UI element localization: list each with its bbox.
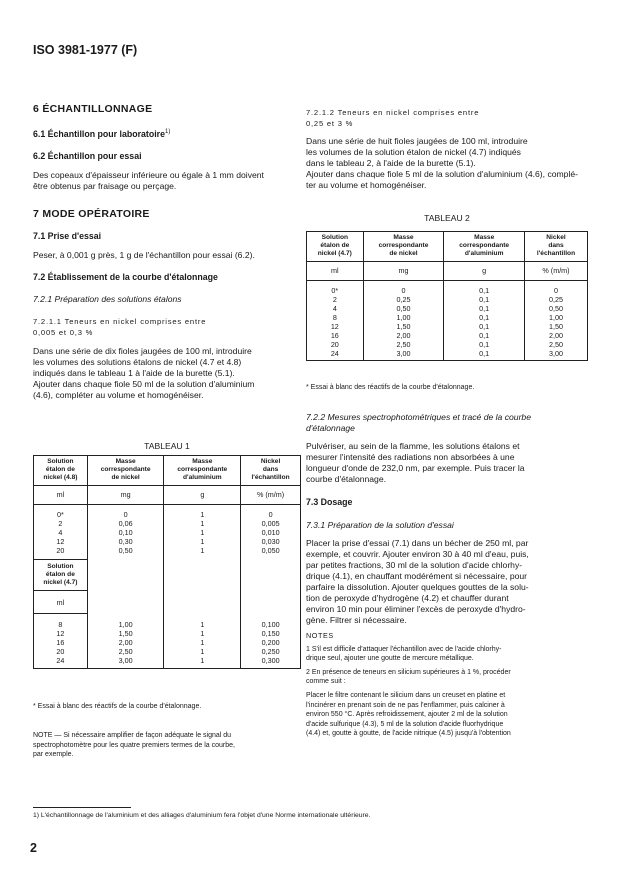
- section-7-3-1-line: exemple, et couvrir. Ajouter environ 30 à 40 ml d'eau, puis,: [306, 549, 529, 559]
- table-cell: 1: [164, 638, 241, 647]
- table-cell: 2: [34, 519, 88, 528]
- table-cell: 0,1: [444, 349, 525, 361]
- section-7-3-1-line: environ 10 min pour éliminer l'excès de peroxyde d'hydro-: [306, 604, 526, 614]
- table-row: [307, 331, 588, 340]
- note-3-line: l'incinérer en prenant soin de ne pas l'enflammer, puis calciner à: [306, 701, 505, 709]
- empty-cell: [87, 559, 164, 591]
- section-7-2-2-line: Pulvériser, au sein de la flamme, les solutions étalons et: [306, 441, 520, 451]
- header-line: Solution: [321, 234, 348, 241]
- table-cell: 1,00: [549, 312, 563, 322]
- table-cell: 2,50: [363, 340, 444, 349]
- notes-title: NOTES: [306, 631, 334, 640]
- table-cell: 0*: [34, 504, 88, 519]
- section-7-2-1-2-line: dans le tableau 2, à l'aide de la burette (5.1).: [306, 158, 476, 168]
- table-cell: 0,10: [87, 528, 164, 537]
- table-cell: 2,00: [87, 638, 164, 647]
- table-cell: 0: [363, 280, 444, 295]
- table-row: [307, 295, 588, 304]
- header-line: Nickel: [260, 458, 281, 465]
- header-line: étalon de: [45, 570, 75, 578]
- table-cell: 0,250: [261, 647, 280, 657]
- empty-cell: [164, 591, 241, 614]
- table-cell: 20: [34, 647, 88, 656]
- column-header: [307, 232, 364, 262]
- document-header: ISO 3981-1977 (F): [33, 43, 138, 57]
- unit-cell: ml: [307, 261, 364, 280]
- section-7-2-2-line: mesurer l'intensité des radiations non absorbées à une: [306, 452, 515, 462]
- section-7-2-1-1-line: Dans une série de dix fioles jaugées de 100 ml, introduire: [33, 345, 252, 356]
- header-line: de nickel: [111, 474, 140, 482]
- table-cell: 1,00: [363, 313, 444, 322]
- table-cell: 1: [164, 528, 241, 537]
- header-line: l'échantillon: [251, 474, 290, 482]
- unit-cell: % (m/m): [241, 485, 301, 504]
- table-1-caption: TABLEAU 1: [144, 441, 190, 451]
- section-6-1-title: 6.1 Échantillon pour laboratoire$^{1)}$: [33, 128, 171, 139]
- sub-unit-row: [34, 591, 301, 614]
- table-cell: 0,1: [444, 313, 525, 322]
- section-7-3-1-line: par petites fractions, 30 ml de la solution d'acide chlorhy-: [306, 560, 523, 570]
- section-7-2-1-1-title: 7.2.1.1 Teneurs en nickel comprises entre: [33, 316, 207, 326]
- section-7-2-1-2-line: les volumes de la solution étalon de nickel (4.7) indiqués: [306, 147, 521, 157]
- table-row: [307, 280, 588, 295]
- table-cell: 0,100: [261, 619, 280, 629]
- table-cell: 0,200: [261, 638, 280, 648]
- table-cell: 3,00: [87, 656, 164, 669]
- column-header: [525, 232, 588, 262]
- table-cell: 1,00: [87, 614, 164, 630]
- table-cell: 1: [164, 647, 241, 656]
- note-3-line: (4.4) et, goutte à goutte, de l'acide nitrique (4.5) jusqu'à l'obtention: [306, 730, 511, 738]
- header-line: Masse: [474, 234, 495, 241]
- table-row: [307, 322, 588, 331]
- table-cell: 1,50: [549, 321, 563, 331]
- table-row: [34, 546, 301, 560]
- unit-cell: % (m/m): [525, 261, 588, 280]
- section-7-2-1-1-title-cont: 0,005 et 0,3 %: [33, 327, 94, 337]
- table-cell: 0,30: [87, 537, 164, 546]
- table-cell: 2,00: [363, 331, 444, 340]
- header-line: dans: [262, 466, 279, 474]
- table-cell: 1: [164, 546, 241, 560]
- section-7-2-1-1-line: Ajouter dans chaque fiole 50 ml de la solution d'aluminium: [33, 378, 255, 389]
- section-7-title: 7 MODE OPÉRATOIRE: [33, 207, 150, 220]
- header-line: l'échantillon: [536, 250, 576, 258]
- header-line: Masse: [192, 458, 213, 465]
- empty-cell: [241, 559, 301, 591]
- sub-header-cell: [34, 559, 88, 591]
- table-cell: 4: [34, 528, 88, 537]
- unit-row: [307, 261, 588, 280]
- section-7-3-1-line: tion de peroxyde d'hydrogène (4.2) et chauffer durant: [306, 593, 509, 603]
- section-7-2-1-2-title: 7.2.1.2 Teneurs en nickel comprises entre: [306, 108, 480, 117]
- unit-cell: g: [444, 261, 525, 280]
- table-cell: 16: [34, 638, 88, 647]
- section-7-2-1-1-line: indiqués dans le tableau 1 à l'aide de la burette (5.1).: [33, 367, 235, 378]
- note-block: [33, 731, 301, 760]
- table-cell: 1,50: [87, 629, 164, 638]
- table-cell: 2,50: [549, 339, 563, 349]
- section-7-2-1-title: 7.2.1 Préparation des solutions étalons: [33, 293, 182, 304]
- empty-cell: [87, 591, 164, 614]
- table-row: [34, 638, 301, 647]
- section-6-2-title: 6.2 Échantillon pour essai: [33, 150, 142, 161]
- table-cell: 1: [164, 519, 241, 528]
- header-line: étalon de: [320, 242, 350, 250]
- section-7-2-1-2-line: ter au volume et homogénéiser.: [306, 180, 427, 190]
- header-line: correspondante: [378, 242, 429, 250]
- section-7-2-1-2-line: Dans une série de huit fioles jaugées de 100 ml, introduire: [306, 136, 528, 146]
- table-cell: 1: [164, 614, 241, 630]
- table-row: [34, 614, 301, 630]
- table-cell: 0*: [307, 280, 364, 295]
- section-7-2-title: 7.2 Établissement de la courbe d'étalonnage: [33, 271, 218, 282]
- header-line: nickel (4.8): [43, 474, 78, 482]
- section-6-title: 6 ÉCHANTILLONNAGE: [33, 103, 153, 115]
- header-line: Solution: [47, 562, 74, 570]
- column-header: [164, 456, 241, 486]
- table-cell: 0,1: [444, 331, 525, 340]
- table-2-caption: TABLEAU 2: [424, 213, 470, 223]
- note-1-line: drique seul, ajouter une goutte de mercure métallique.: [306, 655, 474, 663]
- table-cell: 1: [164, 656, 241, 669]
- header-line: d'aluminium: [464, 250, 504, 258]
- table-cell: 0,050: [261, 545, 280, 555]
- note-2-line: comme suit :: [306, 678, 346, 686]
- header-line: dans: [548, 242, 564, 250]
- table-cell: 0,50: [549, 303, 563, 313]
- table-cell: 0,030: [261, 536, 280, 546]
- sub-unit-cell: ml: [34, 591, 88, 614]
- unit-cell: g: [164, 485, 241, 504]
- table-cell: 24: [34, 656, 88, 669]
- table-cell: 2,50: [87, 647, 164, 656]
- section-7-1-title: 7.1 Prise d'essai: [33, 230, 102, 241]
- header-line: nickel (4.7): [317, 250, 352, 258]
- table-cell: 8: [34, 614, 88, 630]
- empty-cell: [164, 559, 241, 591]
- table-cell: 2: [307, 295, 364, 304]
- right-column-bottom: [306, 412, 588, 739]
- table-row: [34, 656, 301, 669]
- table-cell: 0,300: [261, 656, 280, 666]
- table-cell: 12: [34, 629, 88, 638]
- table-cell: 0,1: [444, 340, 525, 349]
- table-cell: 0: [87, 504, 164, 519]
- table-cell: 1: [164, 629, 241, 638]
- header-line: correspondante: [459, 242, 510, 250]
- table-cell: 20: [34, 546, 88, 560]
- section-7-3-1-line: Placer la prise d'essai (7.1) dans un bécher de 250 ml, par: [306, 538, 529, 548]
- header-line: étalon de: [45, 466, 75, 474]
- table-cell: 3,00: [363, 349, 444, 361]
- table-cell: 3,00: [549, 348, 563, 358]
- table-row: [34, 519, 301, 528]
- table-cell: 20: [307, 340, 364, 349]
- column-header: [444, 232, 525, 262]
- table-cell: 0,005: [261, 518, 280, 528]
- table-cell: 0,06: [87, 519, 164, 528]
- header-line: Masse: [115, 458, 136, 465]
- table-cell: 0: [554, 285, 558, 295]
- column-header: [34, 456, 88, 486]
- note-3-line: Placer le filtre contenant le silicium dans un creuset en platine et: [306, 691, 506, 699]
- table-row: [34, 629, 301, 638]
- unit-cell: mg: [363, 261, 444, 280]
- header-line: Masse: [393, 234, 414, 241]
- note-line: par exemple.: [33, 751, 74, 759]
- table-cell: 0,150: [261, 629, 280, 639]
- section-7-3-1-title: 7.3.1 Préparation de la solution d'essai: [306, 520, 454, 530]
- header-line: correspondante: [177, 466, 228, 474]
- table-cell: 1: [164, 537, 241, 546]
- empty-cell: [241, 591, 301, 614]
- note-3-line: environ 550 °C. Après refroidissement, ajouter 2 ml de la solution: [306, 711, 508, 719]
- table-row: [307, 349, 588, 361]
- section-7-2-2-line: longueur d'onde de 232,0 nm, par exemple. Puis tracer la: [306, 463, 525, 473]
- header-line: Solution: [47, 458, 74, 465]
- section-7-2-2-title-cont: d'étalonnage: [306, 423, 355, 433]
- section-7-3-1-line: gène. Filtrer si nécessaire.: [306, 615, 407, 625]
- right-column-top: [306, 107, 588, 191]
- note-2-line: 2 En présence de teneurs en silicium supérieures à 1 %, procéder: [306, 668, 511, 676]
- table-cell: 0,1: [444, 280, 525, 295]
- section-7-2-1-1-line: les volumes des solutions étalons de nickel (4.7 et 4.8): [33, 356, 242, 367]
- table-row: [307, 304, 588, 313]
- table-cell: 0: [268, 509, 273, 519]
- sub-header-row: [34, 559, 301, 591]
- header-line: Nickel: [546, 234, 566, 241]
- table-row: [307, 340, 588, 349]
- table-cell: 0,25: [363, 295, 444, 304]
- table-cell: 0,010: [261, 527, 280, 537]
- section-7-3-1-line: drique (4.1), en chauffant modérément si nécessaire, pour: [306, 571, 528, 581]
- note-3-line: d'acide sulfurique (4.3), 5 ml de la solution d'acide fluorhydrique: [306, 720, 504, 728]
- table-row: [34, 528, 301, 537]
- section-7-3-title: 7.3 Dosage: [306, 497, 353, 507]
- table-cell: 2,00: [549, 330, 563, 340]
- table-cell: 1: [164, 504, 241, 519]
- table-cell: 0,1: [444, 322, 525, 331]
- section-7-1-line: Peser, à 0,001 g près, 1 g de l'échantillon pour essai (6.2).: [33, 249, 255, 260]
- table-cell: 8: [307, 313, 364, 322]
- unit-cell: mg: [87, 485, 164, 504]
- section-7-3-1-line: parfaire la dissolution. Ajouter quelques gouttes de la solu-: [306, 582, 529, 592]
- table-cell: 24: [307, 349, 364, 361]
- header-line: d'aluminium: [183, 474, 222, 482]
- table-cell: 12: [307, 322, 364, 331]
- table-row: [307, 313, 588, 322]
- header-line: de nickel: [389, 250, 418, 258]
- table-1: [33, 455, 301, 669]
- table-cell: 0,1: [444, 304, 525, 313]
- table-row: [34, 537, 301, 546]
- section-7-2-1-2-title-cont: 0,25 et 3 %: [306, 119, 354, 128]
- section-7-2-1-2-line: Ajouter dans chaque fiole 5 ml de la solution d'aluminium (4.6), complé-: [306, 169, 579, 179]
- section-6-2-line: être obtenus par fraisage ou perçage.: [33, 180, 177, 191]
- table-cell: 0,1: [444, 295, 525, 304]
- header-line: correspondante: [100, 466, 151, 474]
- page-number: 2: [30, 841, 37, 855]
- unit-cell: ml: [34, 485, 88, 504]
- table-cell: 0,25: [549, 294, 563, 304]
- header-line: nickel (4.7): [43, 579, 78, 587]
- column-header: [241, 456, 301, 486]
- table-cell: 12: [34, 537, 88, 546]
- table-2: [306, 231, 588, 361]
- section-6-2-line: Des copeaux d'épaisseur inférieure ou égale à 1 mm doivent: [33, 169, 264, 180]
- table-1-footnote: * Essai à blanc des réactifs de la courbe d'étalonnage.: [33, 703, 202, 710]
- note-line: NOTE — Si nécessaire amplifier de façon adéquate le signal du: [33, 732, 232, 739]
- table-cell: 1,50: [363, 322, 444, 331]
- note-line: spectrophotomètre pour les quatre premiers termes de la courbe,: [33, 741, 235, 749]
- column-header: [87, 456, 164, 486]
- table-2-footnote: * Essai à blanc des réactifs de la courbe d'étalonnage.: [306, 384, 475, 391]
- page-footnote: 1) L'échantillonnage de l'aluminium et des alliages d'aluminium fera l'objet d'une Norme internationale ultérieure.: [33, 812, 371, 819]
- table-cell: 0,50: [363, 304, 444, 313]
- table-cell: 16: [307, 331, 364, 340]
- unit-row: [34, 485, 301, 504]
- column-header: [363, 232, 444, 262]
- note-1-line: 1 S'il est difficile d'attaquer l'échantillon avec de l'acide chlorhy-: [306, 645, 502, 653]
- table-row: [34, 504, 301, 519]
- section-7-2-1-1-line: (4.6), compléter au volume et homogénéiser.: [33, 389, 204, 400]
- table-cell: 0,50: [87, 546, 164, 560]
- section-7-2-2-title: 7.2.2 Mesures spectrophotométriques et tracé de la courbe: [306, 412, 531, 422]
- section-7-2-2-line: courbe d'étalonnage.: [306, 474, 387, 484]
- table-cell: 4: [307, 304, 364, 313]
- table-row: [34, 647, 301, 656]
- left-column: [33, 104, 301, 401]
- footnote-rule: [33, 807, 131, 808]
